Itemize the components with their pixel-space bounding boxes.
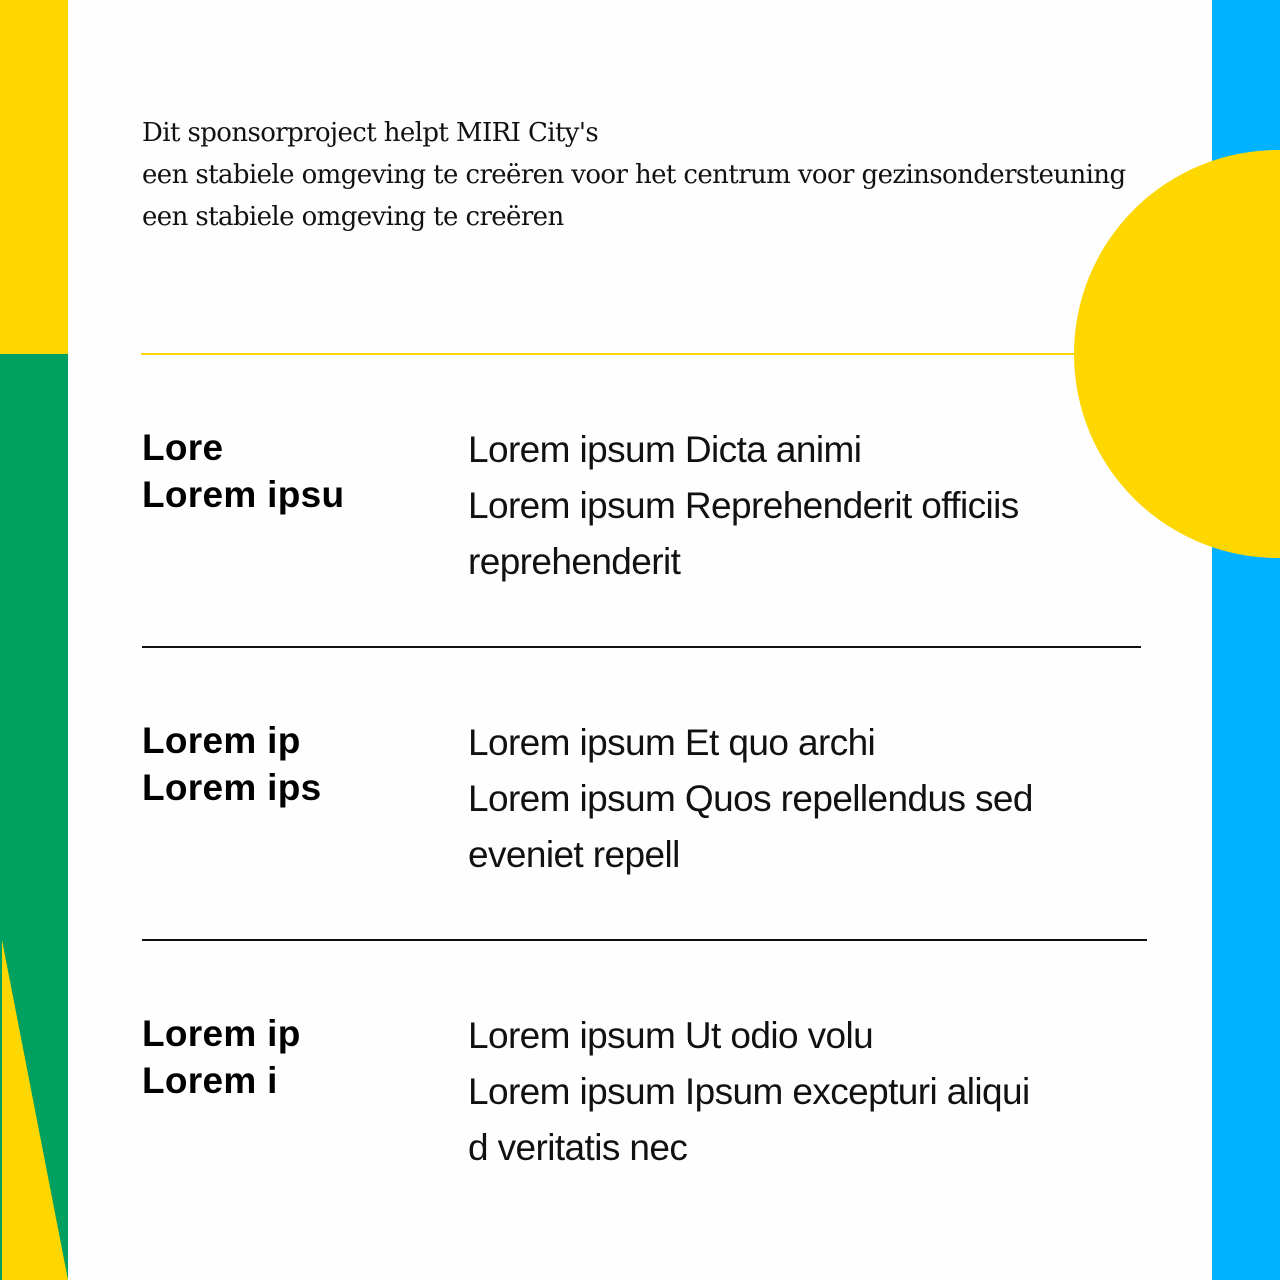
row-title-line: Lore — [142, 427, 224, 468]
row-description — [468, 715, 1108, 883]
intro-line: een stabiele omgeving te creëren voor het centrum voor gezinsondersteuning — [142, 160, 1126, 190]
row-divider — [142, 646, 1141, 648]
row-description-line: Lorem ipsum Quos repellendus sed — [468, 778, 1033, 819]
left-yellow-band — [0, 0, 68, 354]
row-description — [468, 1008, 1108, 1176]
row-description-line: Lorem ipsum Dicta animi — [468, 429, 862, 470]
row-title-line: Lorem ips — [142, 767, 322, 808]
row-description-line: Lorem ipsum Ipsum excepturi aliqui — [468, 1071, 1030, 1112]
row-description-line: d veritatis nec — [468, 1127, 688, 1168]
row-title — [142, 1010, 442, 1104]
intro-line: een stabiele omgeving te creëren — [142, 202, 564, 232]
left-yellow-triangle — [0, 940, 68, 1280]
row-description-line: reprehenderit — [468, 541, 681, 582]
row-description-line: Lorem ipsum Reprehenderit officiis — [468, 485, 1019, 526]
row-description-line: Lorem ipsum Et quo archi — [468, 722, 876, 763]
row-divider — [142, 939, 1147, 941]
row-title — [142, 424, 442, 518]
row-title-line: Lorem i — [142, 1060, 278, 1101]
row-title-line: Lorem ip — [142, 720, 301, 761]
row-title — [142, 717, 442, 811]
row-description-line: Lorem ipsum Ut odio volu — [468, 1015, 874, 1056]
row-title-line: Lorem ipsu — [142, 474, 345, 515]
intro-text — [142, 112, 1242, 238]
row-description-line: eveniet repell — [468, 834, 680, 875]
intro-line: Dit sponsorproject helpt MIRI City's — [142, 118, 599, 148]
yellow-divider — [141, 353, 1081, 355]
row-description — [468, 422, 1108, 590]
row-title-line: Lorem ip — [142, 1013, 301, 1054]
